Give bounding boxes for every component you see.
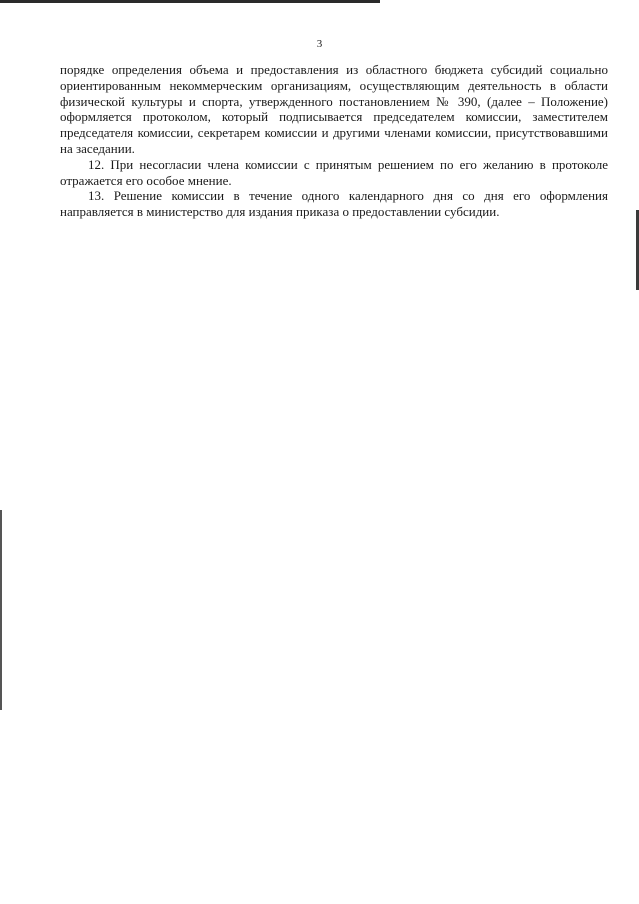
- paragraph-12: 12. При несогласии члена комиссии с принятым решением по его желанию в протоколе отражается его особое мнение.: [60, 156, 608, 188]
- document-body: [60, 62, 608, 220]
- scan-edge-left: [0, 510, 2, 710]
- paragraph-continuation: порядке определения объема и предоставления из областного бюджета субсидий социально ориентированным некоммерческим организациям, осуществляющим деятельность в области физической культуры и спорта, утвержденного постановлением № 390, (далее – Положение) оформляется протоколом, который подписывается председателем комиссии, заместителем председателя комиссии, секретарем комиссии и другими членами комиссии, присутствовавшими на заседании.: [60, 62, 608, 156]
- page-number: 3: [316, 38, 323, 50]
- scan-edge-top: [0, 0, 380, 3]
- paragraph-13: 13. Решение комиссии в течение одного календарного дня со дня его оформления направляется в министерство для издания приказа о предоставлении субсидии.: [60, 188, 608, 220]
